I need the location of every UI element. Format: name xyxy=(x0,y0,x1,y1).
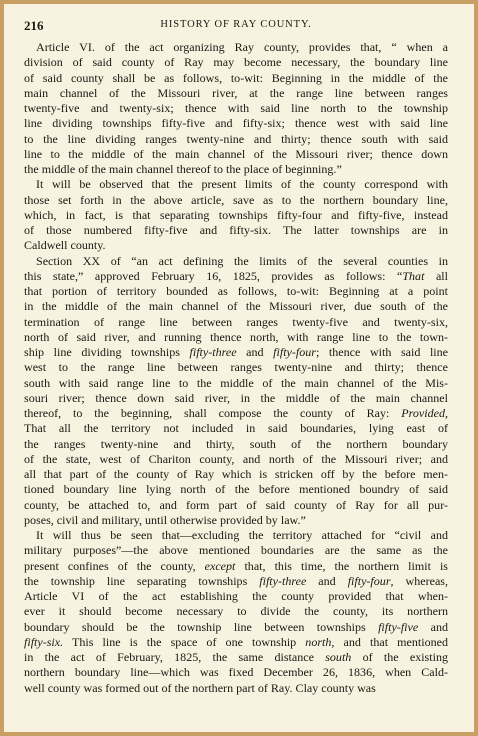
text-line: That all the territory not included in said boundaries, lying east of xyxy=(24,421,448,436)
text-line: It will thus be seen that—excluding the territory attached for “civil and xyxy=(36,528,448,542)
text-line: boundary should be the township line between townships fifty-five and xyxy=(24,619,449,634)
text-line: souri river; thence down said river, in the middle of the main channel xyxy=(24,390,448,405)
text-line: Article VI of the act establishing the county provided that when- xyxy=(24,589,448,603)
text-line: twenty-five and twenty-six; thence with said line north to the township xyxy=(24,101,448,115)
paragraph xyxy=(24,177,448,253)
text-line: thereof, to the beginning, shall compose the county of Ray: Provided, xyxy=(24,406,448,420)
text-line: west to the range line between ranges twenty-nine and thirty; thence xyxy=(24,360,448,375)
text-line: line to the middle of the main channel of the Missouri river; thence down xyxy=(24,146,448,161)
paragraph xyxy=(24,254,448,529)
text-line: the ranges twenty-nine and thirty, south of the northern boundary xyxy=(24,436,448,451)
text-line: south with said range line to the middle of the main channel of the Mis- xyxy=(24,375,448,390)
running-title: HISTORY OF RAY COUNTY. xyxy=(160,19,312,30)
text-line: present confines of the county, except that, this time, the northern limit is xyxy=(24,558,448,573)
text-line: in the act of February, 1825, the same distance south of the existing xyxy=(24,650,448,664)
text-line: poses, civil and military, until otherwise provided by law.” xyxy=(24,512,306,527)
text-line: of said county shall be as follows, to-wit: Beginning in the middle of the xyxy=(24,70,448,85)
text-line: north of said river, and running thence north, with range line to the town- xyxy=(24,329,448,344)
text-line: this state,” approved February 16, 1825, provides as follows: “That all xyxy=(24,268,448,283)
text-line: Article VI. of the act organizing Ray county, provides that, “ when a xyxy=(36,40,448,54)
running-head xyxy=(24,18,448,40)
text-line: of those numbered fifty-five and fifty-six. The latter townships are in xyxy=(24,223,448,237)
text-line: ever it should become necessary to divide the county, its northern xyxy=(24,604,448,619)
text-line: to the line dividing ranges twenty-nine and thirty; thence south with said xyxy=(24,131,448,146)
text-line: the middle of the main channel thereof to the place of beginning.” xyxy=(24,162,342,176)
body-text xyxy=(24,40,448,696)
text-line: that portion of territory bounded as follows, to-wit: Beginning at a point xyxy=(24,284,448,298)
text-line: line dividing townships fifty-five and fifty-six; thence west with said line xyxy=(24,116,448,131)
text-line: tioned boundary line lying north of the before mentioned boundry of said xyxy=(24,482,448,497)
text-line: ship line dividing townships fifty-three and fifty-four; thence with said line xyxy=(24,345,449,359)
text-line: the township line separating townships fifty-three and fifty-four, whereas, xyxy=(24,573,449,588)
text-line: termination of range line between ranges twenty-five and twenty-six, xyxy=(24,314,448,329)
text-line: those set forth in the above article, save as to the northern boundary line, xyxy=(24,192,448,207)
text-line: all that part of the county of Ray which is stricken off by the before men- xyxy=(24,467,448,481)
book-page xyxy=(24,18,448,722)
text-line: in the middle of the main channel of the Missouri river, due south of the xyxy=(24,299,448,314)
text-line: well county was formed out of the northern part of Ray. Clay county was xyxy=(24,680,376,695)
text-line: Caldwell county. xyxy=(24,238,106,253)
paragraph xyxy=(24,528,448,696)
paragraph xyxy=(24,40,448,177)
text-line: main channel of the Missouri river, at the range line between ranges xyxy=(24,85,448,100)
text-line: which, in fact, is that separating townships fifty-four and fifty-five, instead xyxy=(24,207,448,222)
text-line: division of said county of Ray may become necessary, the boundary line xyxy=(24,55,448,70)
page-number: 216 xyxy=(24,18,44,33)
text-line: It will be observed that the present limits of the county correspond with xyxy=(36,177,448,192)
text-line: military purposes”—the above mentioned boundaries are the same as the xyxy=(24,543,448,558)
text-line: northern boundary line—which was fixed December 26, 1836, when Cald- xyxy=(24,665,448,680)
text-line: of the state, west of Chariton county, and north of the Missouri river; and xyxy=(24,451,448,466)
text-line: fifty-six. This line is the space of one township north, and that mentioned xyxy=(24,634,448,649)
text-line: Section XX of “an act defining the limits of the several counties in xyxy=(36,253,448,268)
text-line: county, be attached to, and form part of said county of Ray for all pur- xyxy=(24,497,448,512)
